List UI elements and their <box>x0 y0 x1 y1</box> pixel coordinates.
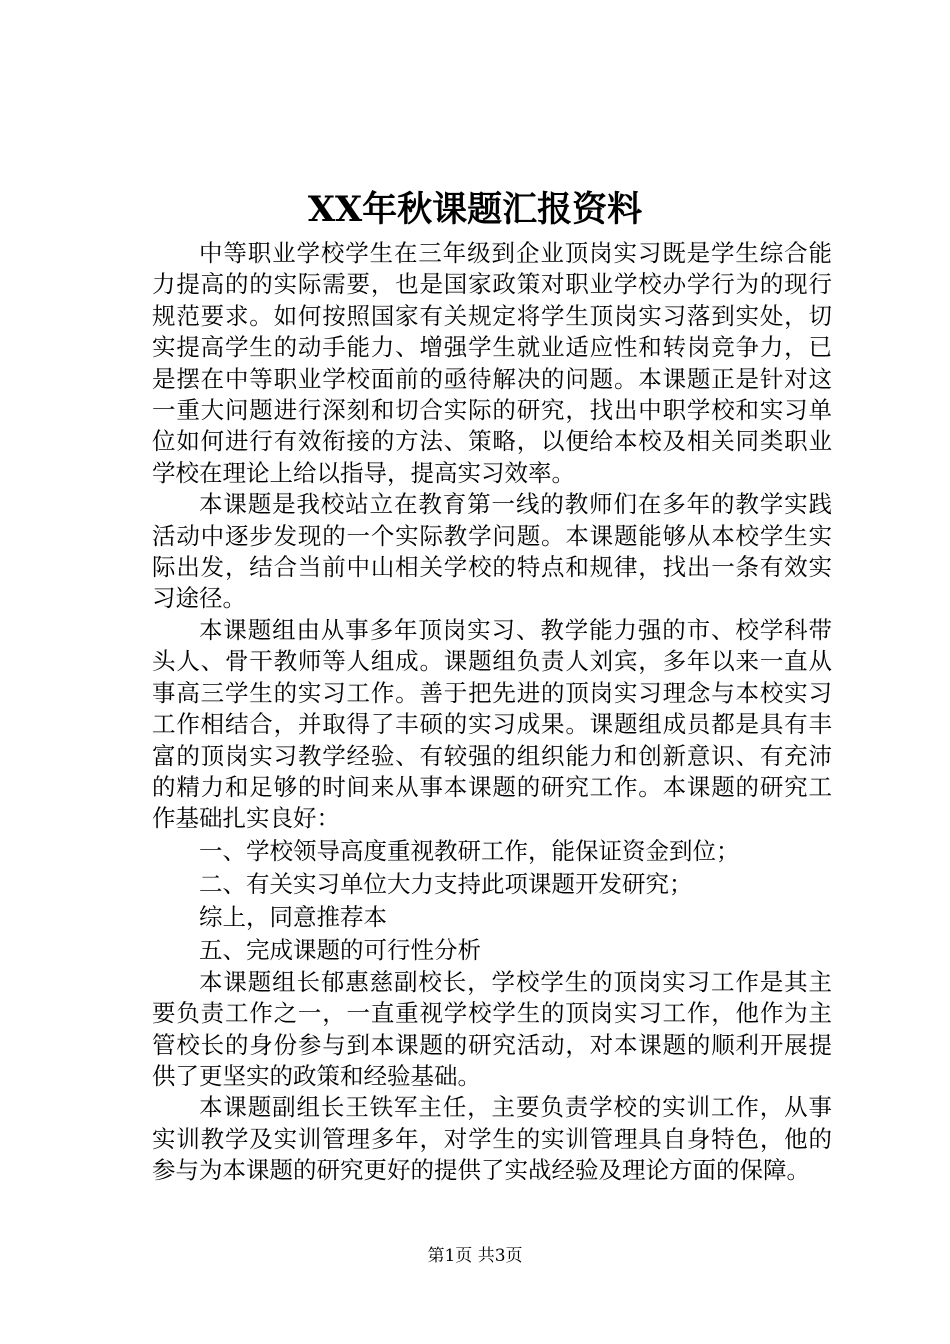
paragraph-recommendation: 综上，同意推荐本 <box>199 902 387 931</box>
paragraph-team: 本课题组由从事多年顶岗实习、教学能力强的市、校学科带头人、骨干教师等人组成。课题组负责人刘宾，多年以来一直从事高三学生的实习工作。善于把先进的顶岗实习理念与本校实习工作相结合，并取得了丰硕的实习成果。课题组成员都是具有丰富的顶岗实习教学经验、有较强的组织能力和创新意识、有充沛的精力和足够的时间来从事本课题的研究工作。本课题的研究工作基础扎实良好： <box>152 615 832 833</box>
paragraph-team-leader: 本课题组长郁惠慈副校长，学校学生的顶岗实习工作是其主要负责工作之一，一直重视学校学生的顶岗实习工作，他作为主管校长的身份参与到本课题的研究活动，对本课题的顺利开展提供了更坚实的政策和经验基础。 <box>152 967 832 1090</box>
paragraph-deputy-leader: 本课题副组长王铁军主任，主要负责学校的实训工作，从事实训教学及实训管理多年，对学生的实训管理具自身特色，他的参与为本课题的研究更好的提供了实战经验及理论方面的保障。 <box>152 1093 832 1185</box>
list-item-unit-support: 二、有关实习单位大力支持此项课题开发研究； <box>199 869 693 898</box>
paragraph-intro: 中等职业学校学生在三年级到企业顶岗实习既是学生综合能力提高的的实际需要，也是国家政策对职业学校办学行为的现行规范要求。如何按照国家有关规定将学生顶岗实习落到实处，切实提高学生的动手能力、增强学生就业适应性和转岗竞争力，已是摆在中等职业学校面前的亟待解决的问题。本课题正是针对这一重大问题进行深刻和切合实际的研究，找出中职学校和实习单位如何进行有效衔接的方法、策略，以便给本校及相关同类职业学校在理论上给以指导，提高实习效率。 <box>152 239 832 487</box>
page-number-footer: 第1页 共3页 <box>427 1246 523 1266</box>
document-title: XX年秋课题汇报资料 <box>307 189 643 230</box>
list-item-school-support: 一、学校领导高度重视教研工作，能保证资金到位； <box>199 836 740 865</box>
section-heading-feasibility: 五、完成课题的可行性分析 <box>199 935 481 964</box>
paragraph-background: 本课题是我校站立在教育第一线的教师们在多年的教学实践活动中逐步发现的一个实际教学问题。本课题能够从本校学生实际出发，结合当前中山相关学校的特点和规律，找出一条有效实习途径。 <box>152 490 832 613</box>
document-body <box>152 238 832 1187</box>
